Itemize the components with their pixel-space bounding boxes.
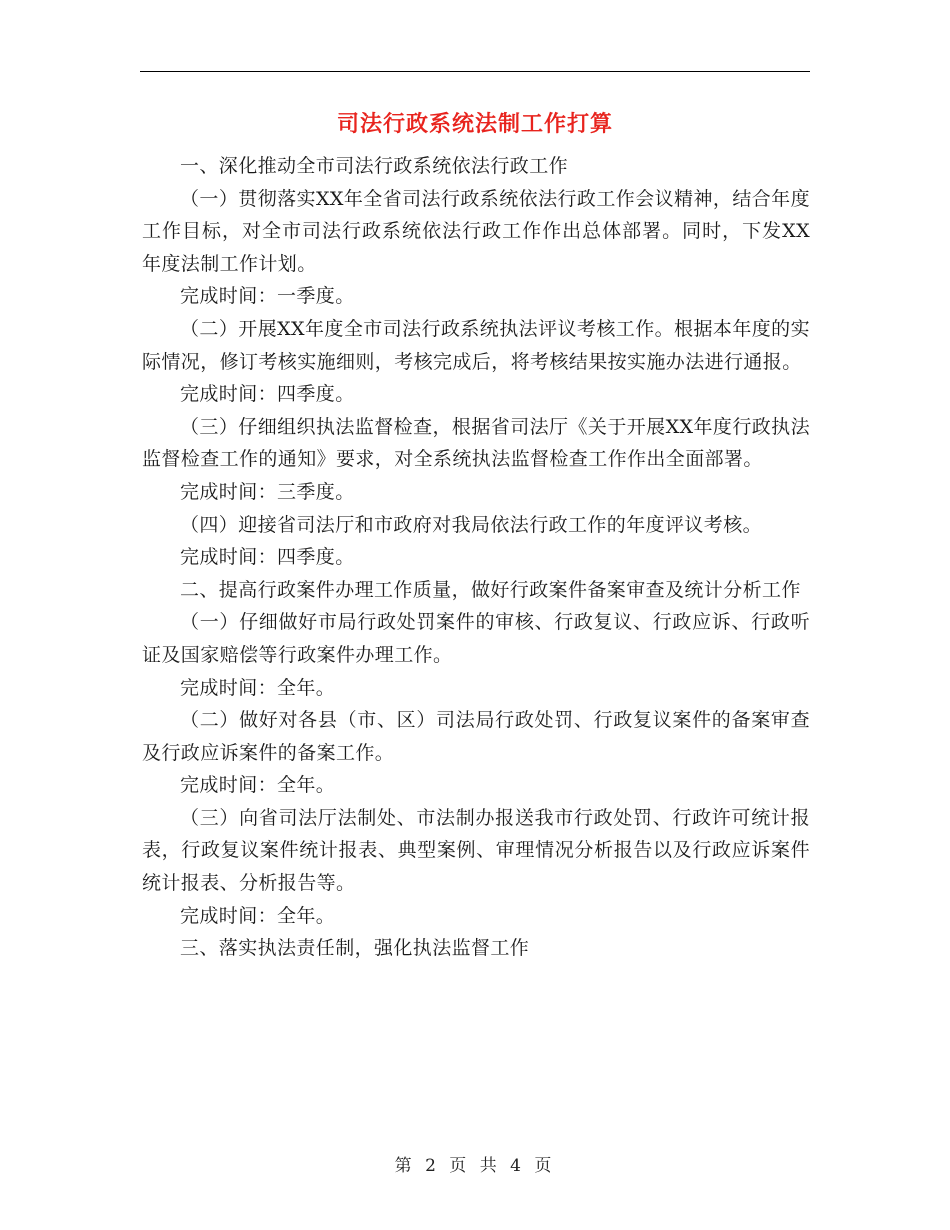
paragraph: （一）贯彻落实XX年全省司法行政系统依法行政工作会议精神，结合年度工作目标，对全市司法行政系统依法行政工作作出总体部署。同时，下发XX年度法制工作计划。 <box>142 187 810 275</box>
paragraph: （三）仔细组织执法监督检查，根据省司法厅《关于开展XX年度行政执法监督检查工作的通知》要求，对全系统执法监督检查工作作出全面部署。 <box>142 415 810 471</box>
completion-time: 完成时间：四季度。 <box>180 383 355 406</box>
completion-time: 完成时间：全年。 <box>180 904 336 927</box>
section-heading-1: 一、深化推动全市司法行政系统依法行政工作 <box>180 155 569 177</box>
document-body <box>142 150 810 965</box>
section-heading-2: 二、提高行政案件办理工作质量，做好行政案件备案审查及统计分析工作 <box>180 578 801 601</box>
page-number: 第 2 页 共 4 页 <box>394 1156 556 1176</box>
completion-time: 完成时间：一季度。 <box>180 285 355 308</box>
paragraph: （二）做好对各县（市、区）司法局行政处罚、行政复议案件的备案审查及行政应诉案件的备案工作。 <box>142 709 810 764</box>
section-heading-3: 三、落实执法责任制，强化执法监督工作 <box>180 937 530 960</box>
completion-time: 完成时间：全年。 <box>180 774 336 797</box>
completion-time: 完成时间：四季度。 <box>180 546 355 569</box>
completion-time: 完成时间：三季度。 <box>180 480 355 503</box>
paragraph: （一）仔细做好市局行政处罚案件的审核、行政复议、行政应诉、行政听证及国家赔偿等行政案件办理工作。 <box>142 611 810 666</box>
paragraph: （四）迎接省司法厅和市政府对我局依法行政工作的年度评议考核。 <box>180 513 763 536</box>
paragraph: （三）向省司法厅法制处、市法制办报送我市行政处罚、行政许可统计报表，行政复议案件统计报表、典型案例、审理情况分析报告以及行政应诉案件统计报表、分析报告等。 <box>142 806 810 895</box>
document-title: 司法行政系统法制工作打算 <box>336 112 613 137</box>
header-rule <box>140 71 810 72</box>
completion-time: 完成时间：全年。 <box>180 676 336 699</box>
paragraph: （二）开展XX年度全市司法行政系统执法评议考核工作。根据本年度的实际情况，修订考核实施细则，考核完成后，将考核结果按实施办法进行通报。 <box>142 317 810 373</box>
